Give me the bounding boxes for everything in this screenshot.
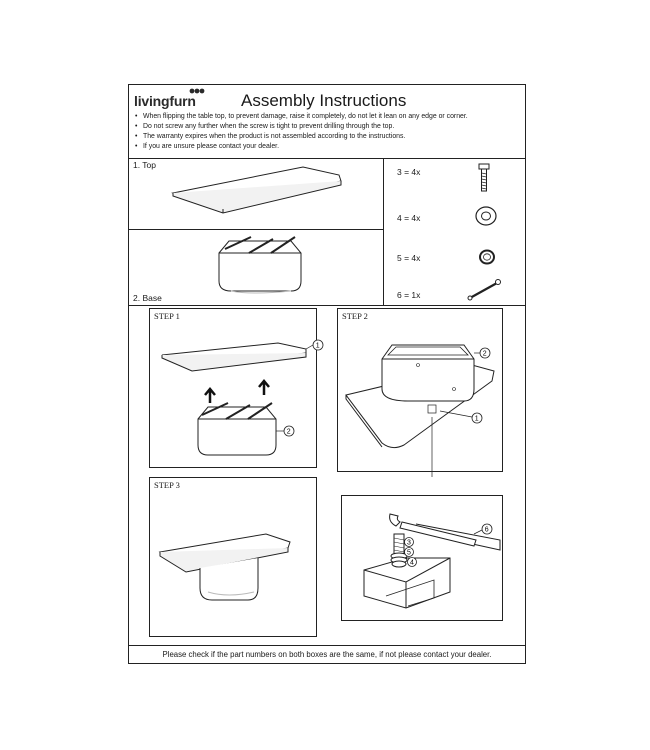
divider: [129, 229, 383, 230]
divider: [129, 645, 525, 646]
note-item: • The warranty expires when the product is not assembled according to the instructions.: [134, 132, 468, 142]
callout-3: 3: [407, 539, 411, 547]
part-4-label: 4 = 4x: [397, 213, 421, 223]
table-top-illustration: [171, 165, 361, 225]
callout-1: 1: [474, 415, 479, 423]
step-3-illustration: [158, 508, 308, 608]
base-section-label: 2. Base: [133, 293, 162, 303]
washer-icon: [475, 206, 497, 226]
note-item: • If you are unsure please contact your dealer.: [134, 142, 468, 152]
callout-2: 2: [482, 350, 487, 358]
part-5-label: 5 = 4x: [397, 253, 421, 263]
instruction-sheet: [128, 84, 526, 664]
note-item: • Do not screw any further when the screw is tight to prevent drilling through the top.: [134, 122, 468, 132]
step-3-title: STEP 3: [154, 480, 180, 490]
base-illustration: [211, 233, 311, 301]
part-3-label: 3 = 4x: [397, 167, 421, 177]
step-2-panel: [337, 308, 503, 472]
step-2-title: STEP 2: [342, 311, 368, 321]
divider: [129, 305, 525, 306]
divider: [383, 158, 384, 305]
wrench-icon: [467, 278, 503, 302]
step-2-illustration: [342, 325, 502, 471]
detail-panel: [341, 495, 503, 621]
top-section-label: 1. Top: [133, 160, 157, 170]
note-item: • When flipping the table top, to prevent damage, raise it completely, do not let it lean on any edge or corner.: [134, 112, 468, 122]
callout-5: 5: [407, 549, 411, 557]
bolt-icon: [478, 163, 490, 193]
brand-logo: livingfurn: [134, 93, 196, 109]
step-1-panel: [149, 308, 320, 468]
spring-washer-icon: [479, 249, 495, 265]
callout-4: 4: [410, 559, 414, 567]
page-title: Assembly Instructions: [241, 91, 407, 110]
callout-2: 2: [286, 428, 291, 436]
part-6-label: 6 = 1x: [397, 290, 421, 300]
step-1-title: STEP 1: [154, 311, 180, 321]
callout-1: 1: [315, 342, 320, 350]
step-1-illustration: [158, 327, 318, 463]
notes-list: [134, 112, 468, 152]
divider: [129, 158, 525, 159]
step-3-panel: [149, 477, 317, 637]
detail-illustration: [346, 500, 502, 618]
logo-dots-icon: [189, 88, 205, 94]
callout-6: 6: [484, 526, 489, 534]
footer-note: Please check if the part numbers on both boxes are the same, if not please contact your dealer.: [162, 650, 492, 659]
